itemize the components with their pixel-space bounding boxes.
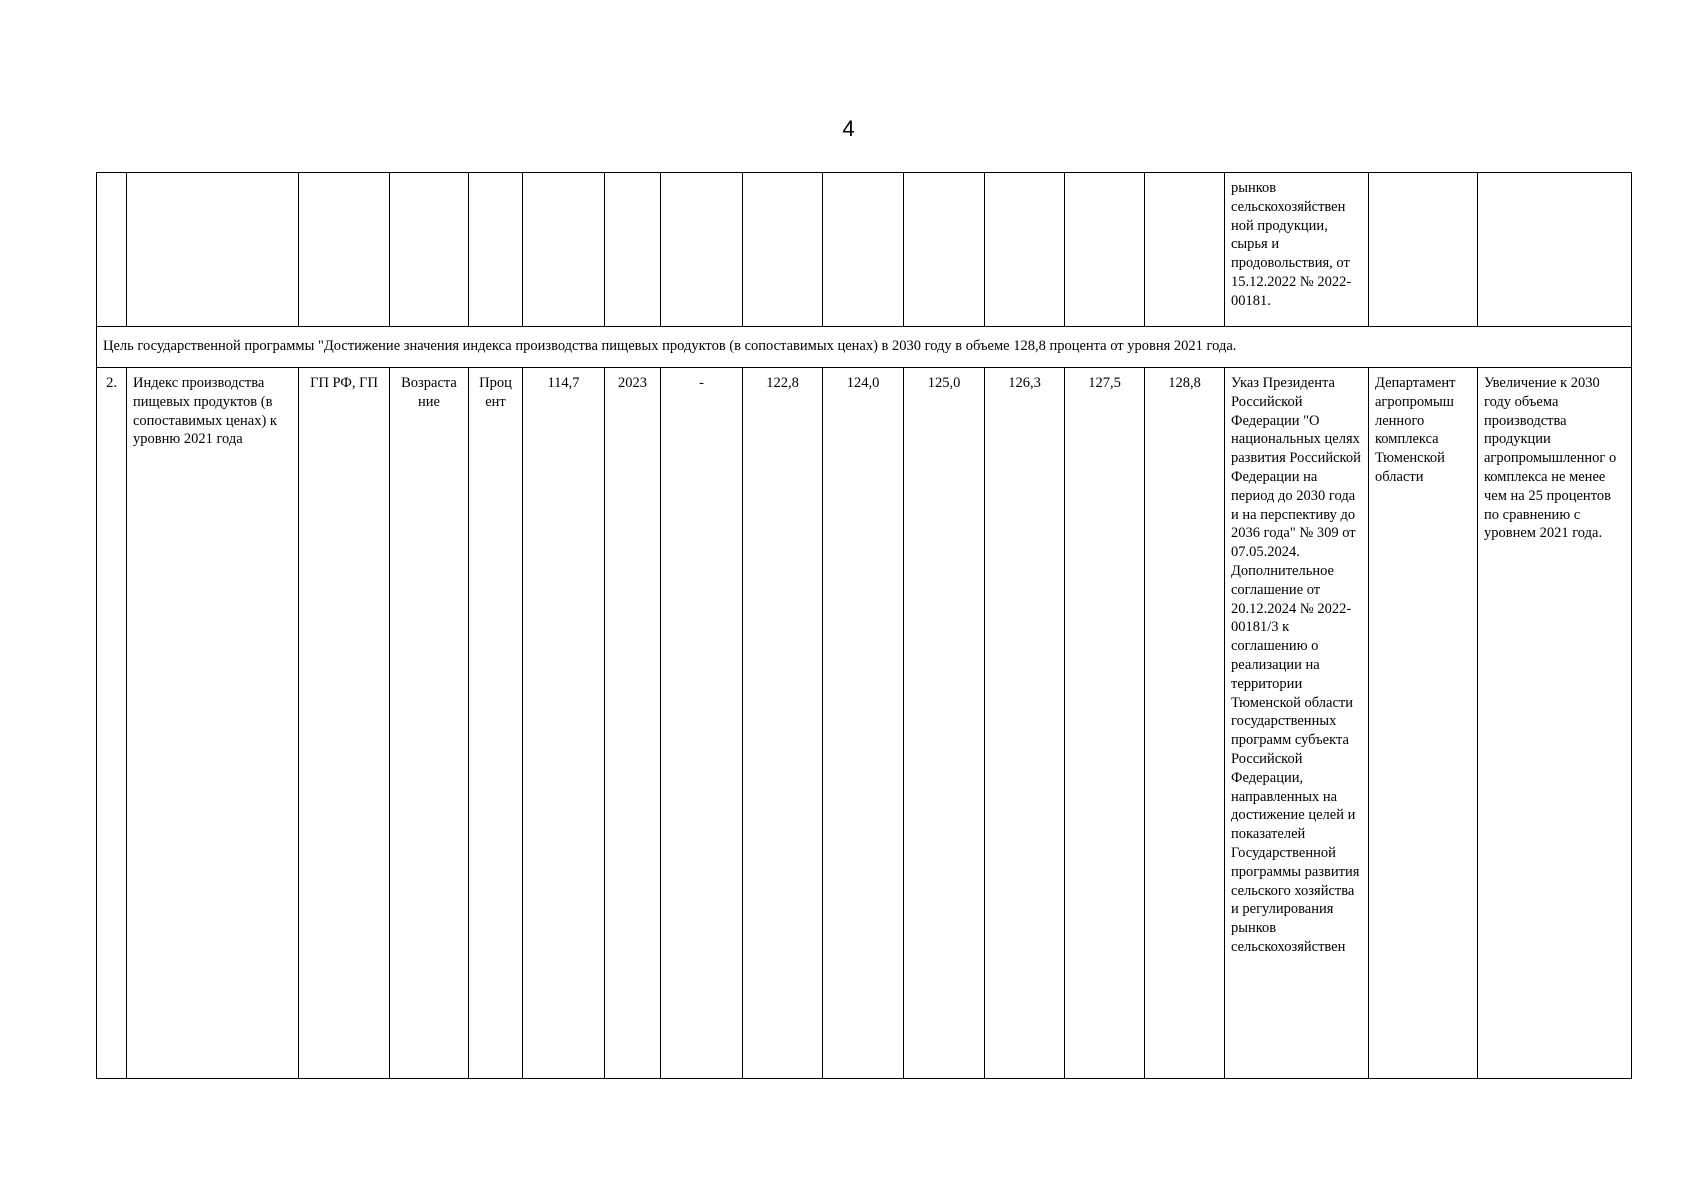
program-goal-text: Цель государственной программы "Достижение значения индекса производства пищевых продуктов (в сопоставимых ценах) в 2030 году в объеме 128,8 процента от уровня 2021 года. [97,327,1632,368]
year-value: 127,5 [1065,368,1145,1079]
indicator-level: ГП РФ, ГП [299,368,390,1079]
indicator-trend: Возраста ние [390,368,469,1079]
year-value: 122,8 [743,368,823,1079]
value-dash: - [661,368,743,1079]
table-cell [299,173,390,327]
indicators-table [96,172,1632,1079]
table-cell [469,173,523,327]
year-value: 126,3 [985,368,1065,1079]
basis-document: Указ Президента Российской Федерации "О национальных целях развития Российской Федерации на период до 2030 года и на перспективу до 2036 года" № 309 от 07.05.2024. Дополнительное соглашение от 20.12.2024 № 2022-00181/3 к соглашению о реализации на территории Тюменской области государственных программ субъекта Российской Федерации, направленных на достижение целей и показателей Государственной программы развития сельского хозяйства и регулирования рынков сельскохозяйствен [1225,368,1369,1079]
table-cell [1369,173,1478,327]
goal-row [97,327,1632,368]
page-number: 4 [842,116,855,141]
table-cell [390,173,469,327]
base-year: 2023 [605,368,661,1079]
basis-document-continuation: рынков сельскохозяйствен ной продукции, сырья и продовольствия, от 15.12.2022 № 2022-00181. [1225,173,1369,327]
unit-of-measure: Проц ент [469,368,523,1079]
continuation-row [97,173,1632,327]
row-number: 2. [97,368,127,1079]
indicator-name: Индекс производства пищевых продуктов (в сопоставимых ценах) к уровню 2021 года [127,368,299,1079]
year-value: 128,8 [1145,368,1225,1079]
responsible-body: Департамент агропромыш ленного комплекса Тюменской области [1369,368,1478,1079]
table-cell [523,173,605,327]
table-cell [1478,173,1632,327]
year-value: 124,0 [823,368,904,1079]
table-cell [127,173,299,327]
table-cell [605,173,661,327]
table-cell [985,173,1065,327]
year-value: 125,0 [904,368,985,1079]
table-cell [97,173,127,327]
indicator-row [97,368,1632,1079]
national-goal-link: Увеличение к 2030 году объема производства продукции агропромышленног о комплекса не менее чем на 25 процентов по сравнению с уровнем 2021 года. [1478,368,1632,1079]
table-cell [1145,173,1225,327]
table-cell [661,173,743,327]
table-cell [743,173,823,327]
table-cell [823,173,904,327]
base-value: 114,7 [523,368,605,1079]
table-cell [904,173,985,327]
table-cell [1065,173,1145,327]
